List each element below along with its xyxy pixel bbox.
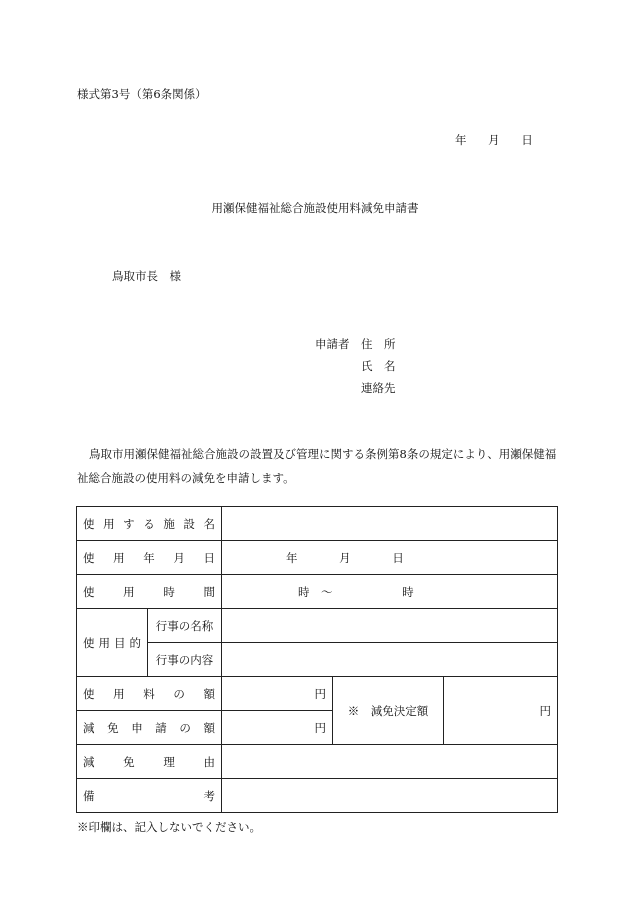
remarks-field[interactable] <box>222 779 558 813</box>
reduction-field[interactable]: 円 <box>222 711 333 745</box>
use-date-row <box>77 541 558 575</box>
footnote: ※印欄は、記入しないでください。 <box>77 820 261 834</box>
facility-row <box>77 507 558 541</box>
remarks-row <box>77 779 558 813</box>
use-time-label: 使用時間 <box>77 575 222 609</box>
applicant-label: 申請者 <box>315 337 350 351</box>
event-content-label: 行事の内容 <box>148 643 222 677</box>
applicant-block <box>315 333 396 399</box>
fee-row <box>77 677 558 711</box>
contact-label: 連絡先 <box>361 381 396 395</box>
remarks-label: 備考 <box>77 779 222 813</box>
fee-field[interactable]: 円 <box>222 677 333 711</box>
facility-label: 使用する施設名 <box>77 507 222 541</box>
submission-date <box>455 132 533 148</box>
event-name-label: 行事の名称 <box>148 609 222 643</box>
reason-field[interactable] <box>222 745 558 779</box>
reduction-label: 減免申請の額 <box>77 711 222 745</box>
use-time-field[interactable]: 時 ～ 時 <box>222 575 558 609</box>
form-number: 様式第3号（第6条関係） <box>77 87 207 101</box>
date-day: 日 <box>521 133 533 147</box>
use-time-row <box>77 575 558 609</box>
date-year: 年 <box>455 133 467 147</box>
address-label: 住 所 <box>361 337 396 351</box>
reason-label: 減免理由 <box>77 745 222 779</box>
date-month: 月 <box>488 133 500 147</box>
event-name-field[interactable] <box>222 609 558 643</box>
application-table <box>76 506 558 813</box>
purpose-label: 使用目的 <box>77 609 148 677</box>
document-title: 用瀬保健福祉総合施設使用料減免申請書 <box>211 201 419 215</box>
facility-field[interactable] <box>222 507 558 541</box>
event-content-field[interactable] <box>222 643 558 677</box>
use-date-label: 使用年月日 <box>77 541 222 575</box>
event-content-row <box>77 643 558 677</box>
event-name-row <box>77 609 558 643</box>
use-date-field[interactable]: 年 月 日 <box>222 541 558 575</box>
name-label: 氏 名 <box>361 359 396 373</box>
decision-field: 円 <box>444 677 558 745</box>
application-statement: 鳥取市用瀬保健福祉総合施設の設置及び管理に関する条例第8条の規定により、用瀬保健福祉総合施設の使用料の減免を申請します。 <box>77 447 557 485</box>
fee-label: 使用料の額 <box>77 677 222 711</box>
reason-row <box>77 745 558 779</box>
addressee: 鳥取市長 様 <box>112 269 181 283</box>
decision-label: ※ 減免決定額 <box>333 677 444 745</box>
